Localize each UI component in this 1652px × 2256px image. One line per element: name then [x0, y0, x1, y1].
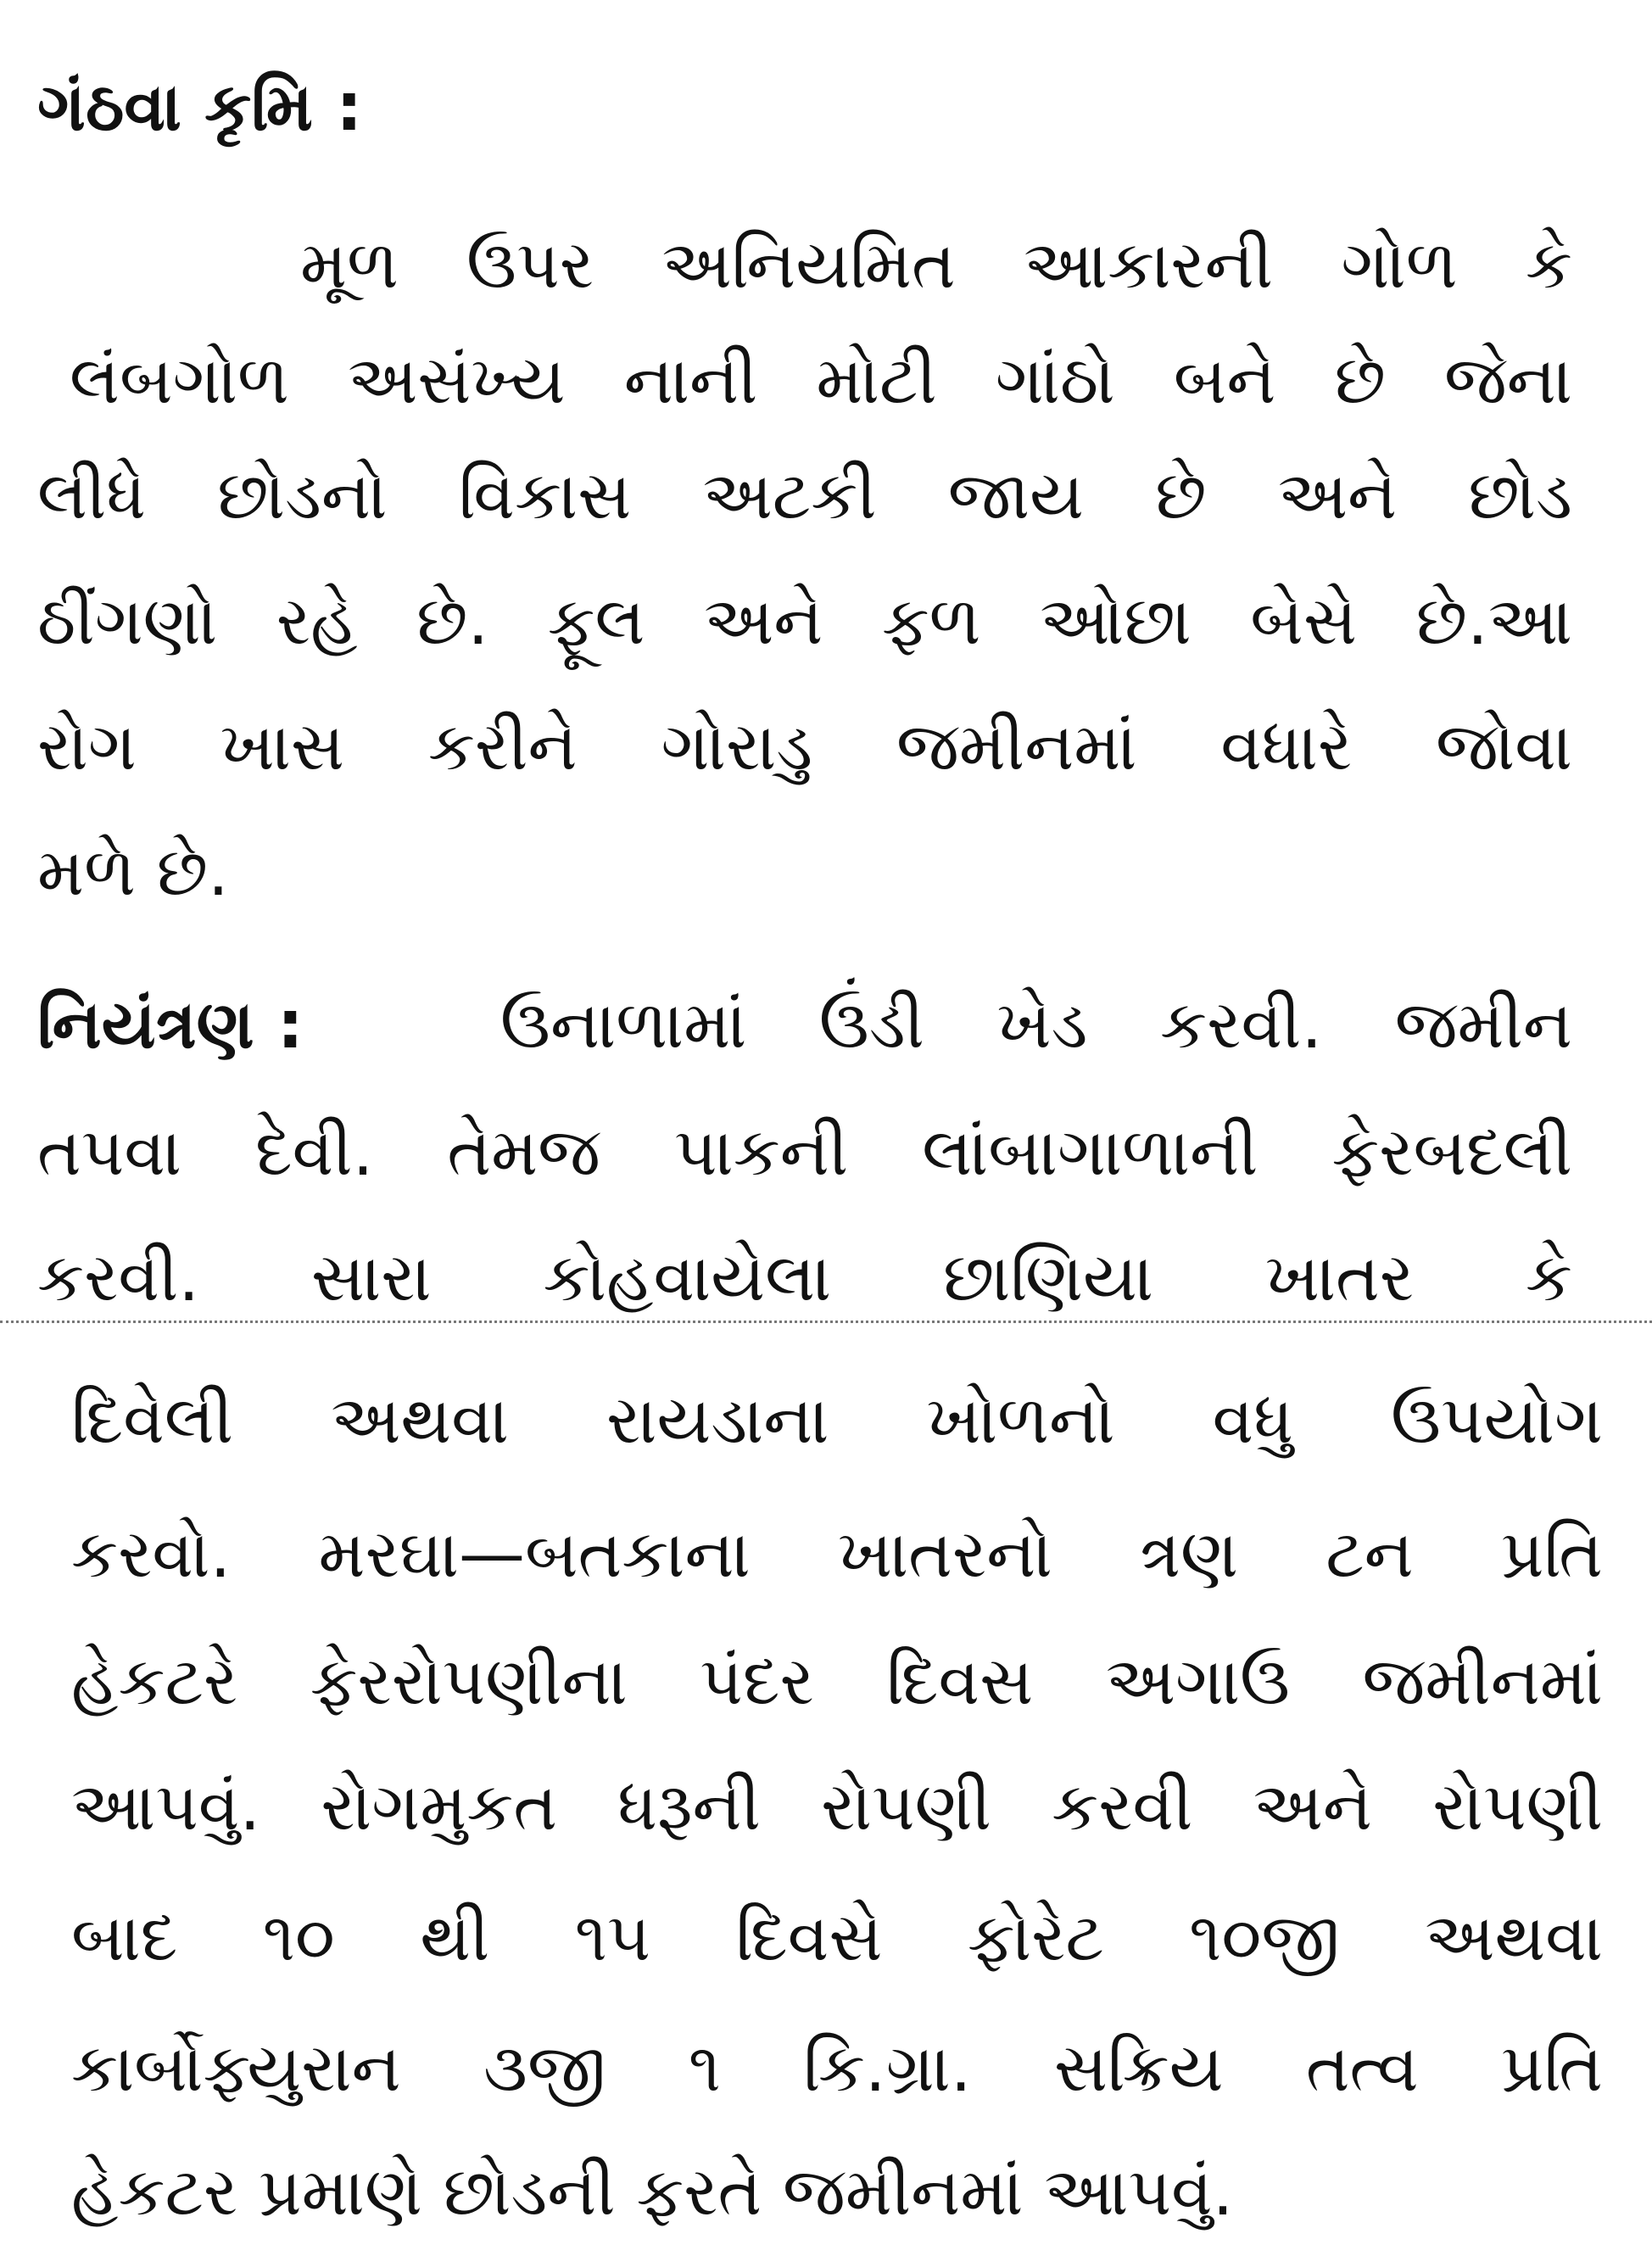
paragraph-line: લીધે છોડનો વિકાસ અટકી જાય છે અને છોડ [37, 458, 1572, 534]
paragraph-line: તપવા દેવી. તેમજ પાકની લાંબાગાળાની ફેરબદલી [37, 1114, 1572, 1191]
paragraph-line: કરવો. મરઘા—બતકાના ખાતરનો ત્રણ ટન પ્રતિ [71, 1516, 1603, 1593]
paragraph-line: રોગ ખાસ કરીને ગોરાડુ જમીનમાં વધારે જોવા [37, 709, 1572, 785]
paragraph-line: આપવું. રોગમુકત ધરૂની રોપણી કરવી અને રોપણી [71, 1769, 1603, 1846]
paragraph-line: હેકટરે ફેરરોપણીના પંદર દિવસ અગાઉ જમીનમાં [71, 1644, 1603, 1720]
paragraph-line: ઉનાળામાં ઉંડી ખેડ કરવી. જમીન [500, 987, 1572, 1064]
paragraph-line: હેકટર પ્રમાણે છોડની ફરતે જમીનમાં આપવું. [71, 2154, 1234, 2231]
paragraph-line: મૂળ ઉપર અનિયમિત આકારની ગોળ કે [300, 227, 1572, 304]
section-heading-control: નિયંત્રણ : [37, 987, 304, 1064]
section-heading-nematode: ગંઠવા કૃમિ : [37, 70, 363, 146]
page-seam-divider [0, 1321, 1652, 1323]
paragraph-line: કાર્બોફ્યુરાન ૩જી ૧ કિ.ગ્રા. સક્રિય તત્વ પ્રતિ [71, 2030, 1603, 2107]
paragraph-line: દિવેલી અથવા રાયડાના ખોળનો વધુ ઉપયોગ [71, 1382, 1603, 1459]
paragraph-line: લંબગોળ અસંખ્ય નાની મોટી ગાંઠો બને છે જેના [70, 343, 1572, 419]
paragraph-line: ઠીંગણો રહે છે. ફૂલ અને ફળ ઓછા બેસે છે.આ [37, 584, 1572, 660]
paragraph-line: કરવી. સારા કોહવાયેલા છાણિયા ખાતર કે [37, 1240, 1572, 1316]
paragraph-line: બાદ ૧૦ થી ૧૫ દિવસે ફોરેટ ૧૦જી અથવા [71, 1900, 1603, 1976]
paragraph-line: મળે છે. [37, 835, 229, 911]
